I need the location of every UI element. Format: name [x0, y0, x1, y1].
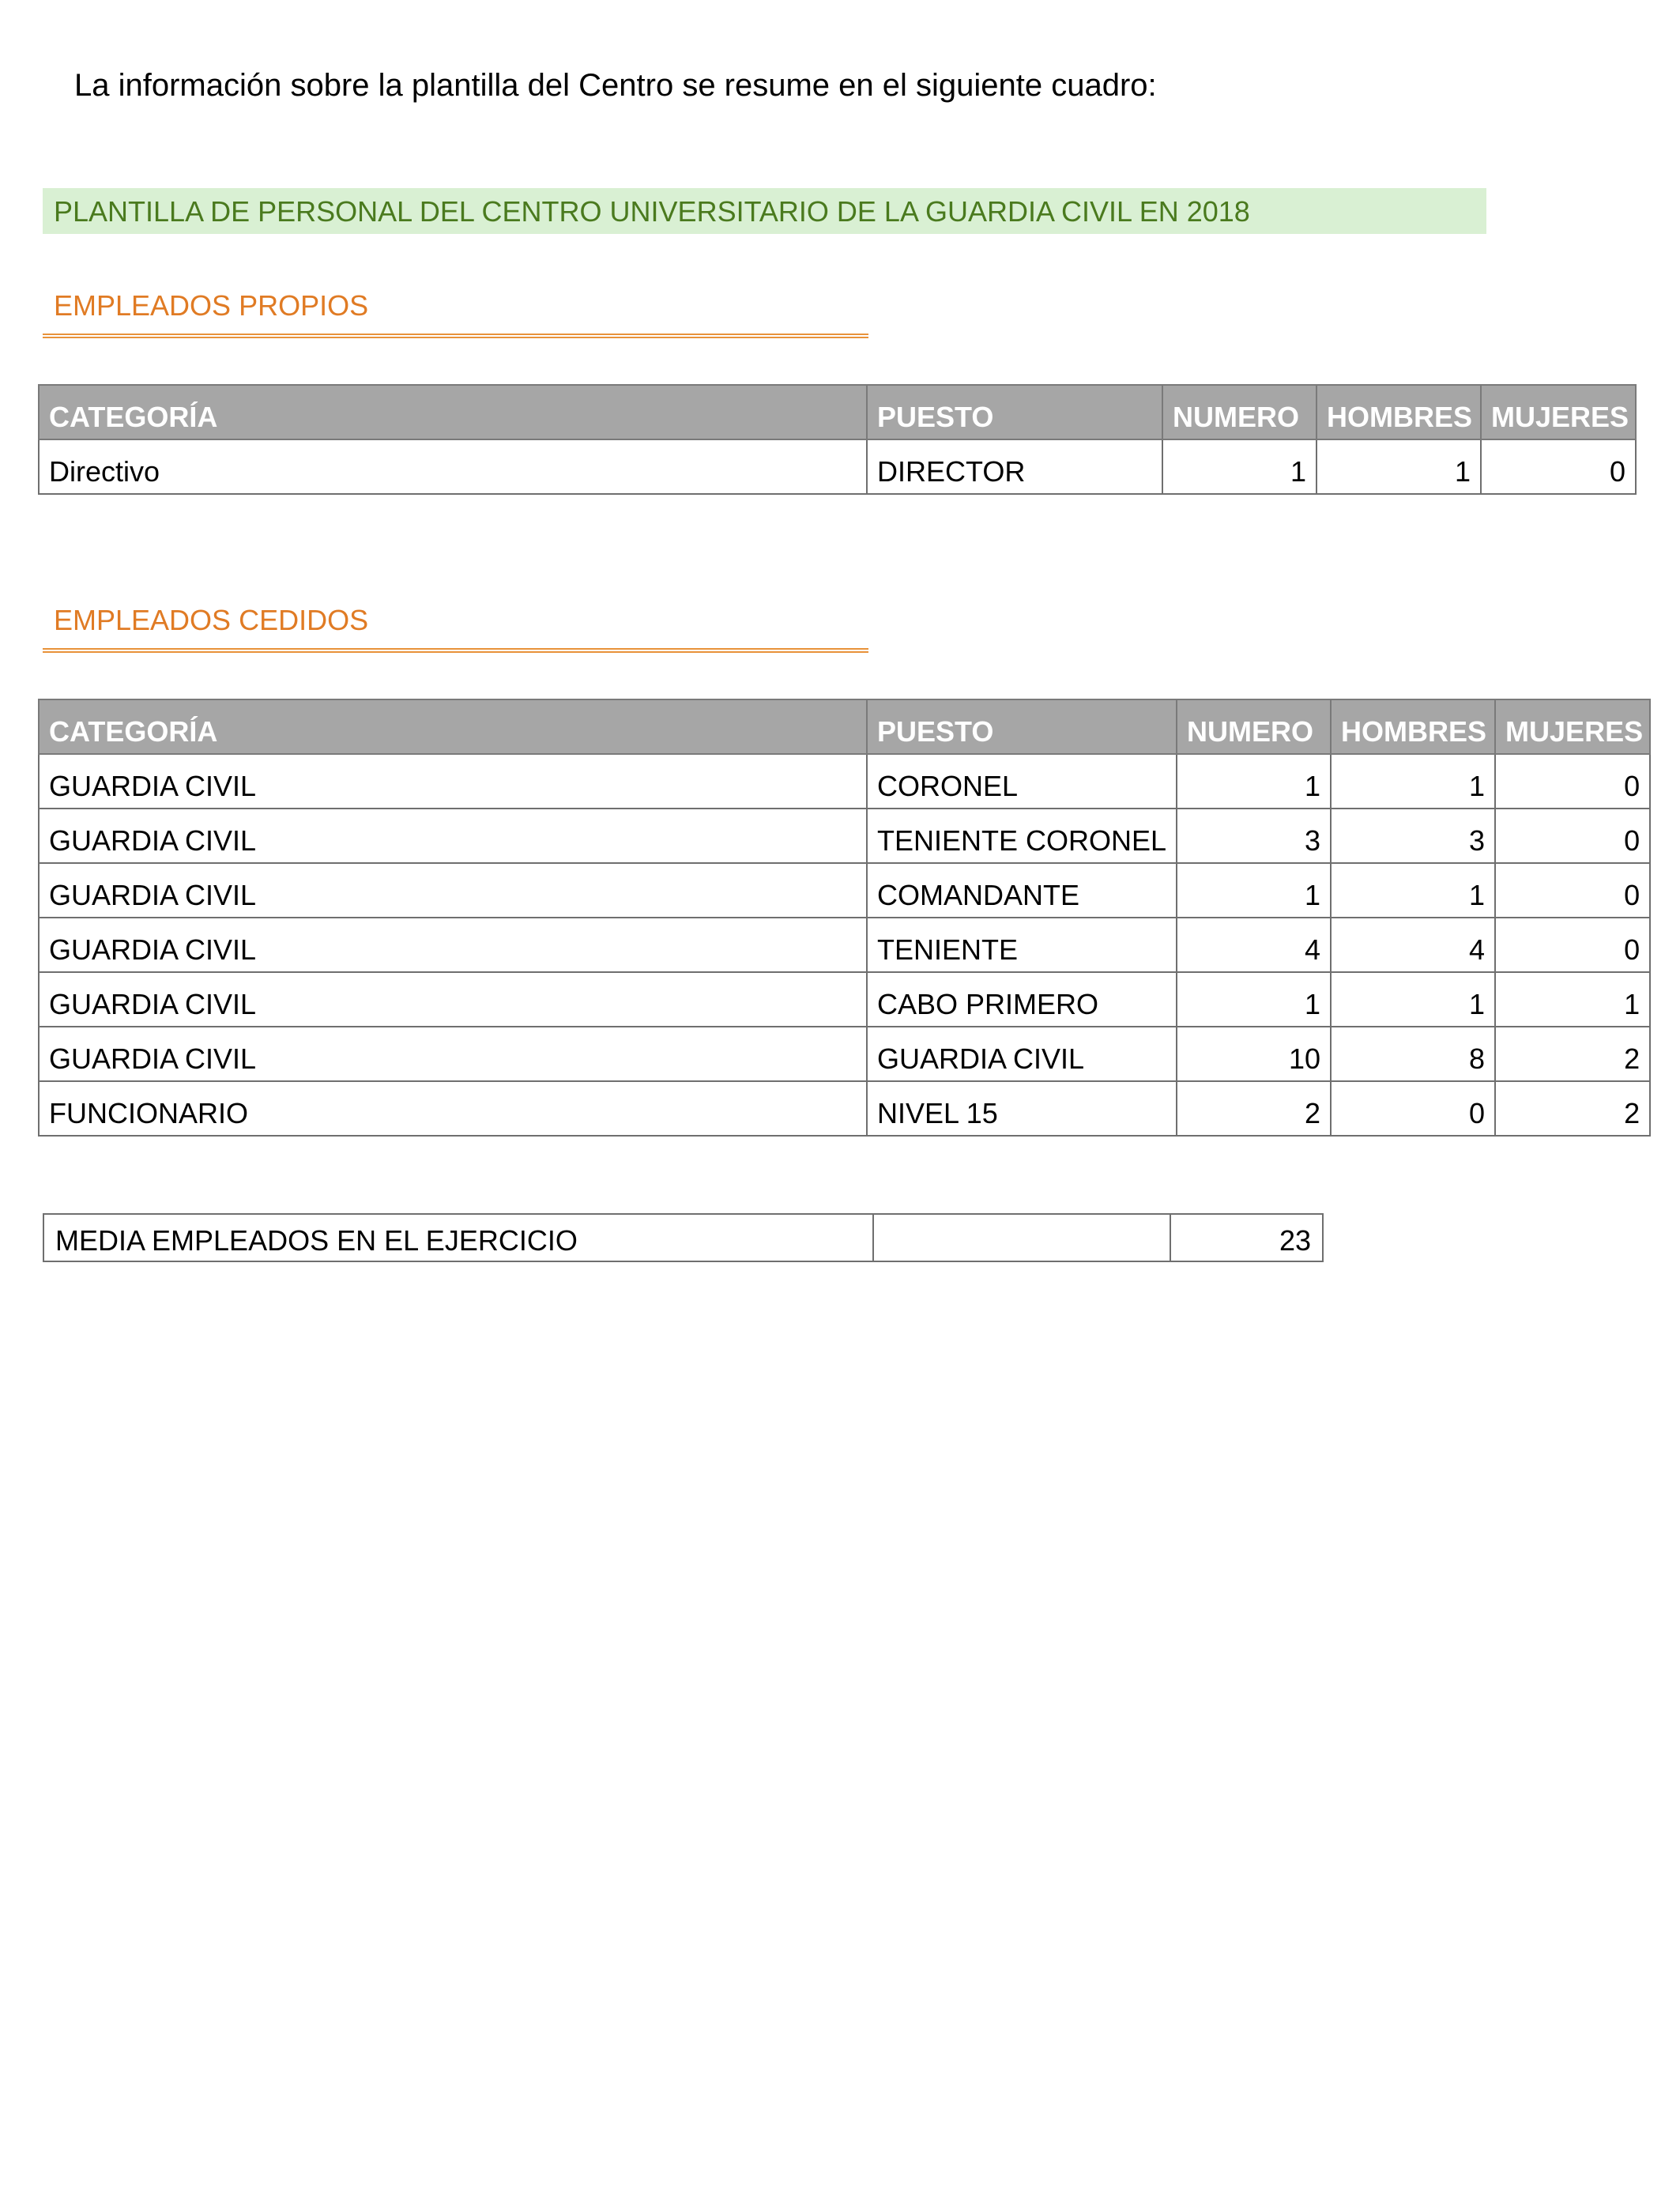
cell-numero: 1 — [1177, 754, 1331, 809]
cell-categoria: Directivo — [39, 439, 867, 494]
summary-empty-cell — [873, 1214, 1170, 1261]
table-row — [39, 1081, 1650, 1136]
cell-numero: 3 — [1177, 809, 1331, 863]
cell-puesto: NIVEL 15 — [867, 1081, 1177, 1136]
table-propios — [38, 384, 1637, 495]
cell-hombres: 1 — [1331, 972, 1495, 1027]
cell-hombres: 1 — [1317, 439, 1481, 494]
cell-hombres: 8 — [1331, 1027, 1495, 1081]
cell-numero: 1 — [1162, 439, 1317, 494]
summary-table — [43, 1213, 1324, 1262]
header-puesto: PUESTO — [867, 385, 1162, 439]
cell-mujeres: 1 — [1495, 972, 1650, 1027]
header-hombres: HOMBRES — [1331, 699, 1495, 754]
cell-mujeres: 0 — [1495, 754, 1650, 809]
header-hombres: HOMBRES — [1317, 385, 1481, 439]
header-numero: NUMERO — [1162, 385, 1317, 439]
header-puesto: PUESTO — [867, 699, 1177, 754]
table-row — [39, 1027, 1650, 1081]
cell-categoria: GUARDIA CIVIL — [39, 809, 867, 863]
summary-value: 23 — [1170, 1214, 1323, 1261]
table-row — [39, 809, 1650, 863]
cell-puesto: TENIENTE CORONEL — [867, 809, 1177, 863]
table-row — [39, 863, 1650, 918]
section-heading-cedidos: EMPLEADOS CEDIDOS — [43, 599, 868, 653]
summary-row — [43, 1214, 1323, 1261]
table-header-row — [39, 385, 1636, 439]
cell-mujeres: 0 — [1495, 918, 1650, 972]
cell-puesto: COMANDANTE — [867, 863, 1177, 918]
cell-puesto: CABO PRIMERO — [867, 972, 1177, 1027]
cell-categoria: FUNCIONARIO — [39, 1081, 867, 1136]
cell-numero: 2 — [1177, 1081, 1331, 1136]
table-header-row — [39, 699, 1650, 754]
cell-categoria: GUARDIA CIVIL — [39, 1027, 867, 1081]
cell-hombres: 4 — [1331, 918, 1495, 972]
header-mujeres: MUJERES — [1495, 699, 1650, 754]
cell-categoria: GUARDIA CIVIL — [39, 918, 867, 972]
cell-mujeres: 2 — [1495, 1027, 1650, 1081]
cell-numero: 4 — [1177, 918, 1331, 972]
table-row — [39, 439, 1636, 494]
header-categoria: CATEGORÍA — [39, 699, 867, 754]
cell-puesto: DIRECTOR — [867, 439, 1162, 494]
cell-puesto: CORONEL — [867, 754, 1177, 809]
table-row — [39, 754, 1650, 809]
cell-mujeres: 2 — [1495, 1081, 1650, 1136]
cell-categoria: GUARDIA CIVIL — [39, 863, 867, 918]
cell-hombres: 0 — [1331, 1081, 1495, 1136]
table-row — [39, 972, 1650, 1027]
cell-numero: 10 — [1177, 1027, 1331, 1081]
cell-numero: 1 — [1177, 972, 1331, 1027]
cell-hombres: 1 — [1331, 863, 1495, 918]
cell-categoria: GUARDIA CIVIL — [39, 754, 867, 809]
header-numero: NUMERO — [1177, 699, 1331, 754]
header-mujeres: MUJERES — [1481, 385, 1636, 439]
cell-mujeres: 0 — [1495, 863, 1650, 918]
cell-mujeres: 0 — [1481, 439, 1636, 494]
page-title: PLANTILLA DE PERSONAL DEL CENTRO UNIVERSITARIO DE LA GUARDIA CIVIL EN 2018 — [43, 188, 1486, 234]
cell-hombres: 3 — [1331, 809, 1495, 863]
cell-hombres: 1 — [1331, 754, 1495, 809]
cell-mujeres: 0 — [1495, 809, 1650, 863]
header-categoria: CATEGORÍA — [39, 385, 867, 439]
summary-label: MEDIA EMPLEADOS EN EL EJERCICIO — [43, 1214, 873, 1261]
intro-text: La información sobre la plantilla del Centro se resume en el siguiente cuadro: — [74, 68, 1157, 103]
table-row — [39, 918, 1650, 972]
cell-numero: 1 — [1177, 863, 1331, 918]
cell-categoria: GUARDIA CIVIL — [39, 972, 867, 1027]
table-cedidos — [38, 699, 1651, 1137]
section-heading-propios: EMPLEADOS PROPIOS — [43, 285, 868, 338]
cell-puesto: TENIENTE — [867, 918, 1177, 972]
cell-puesto: GUARDIA CIVIL — [867, 1027, 1177, 1081]
